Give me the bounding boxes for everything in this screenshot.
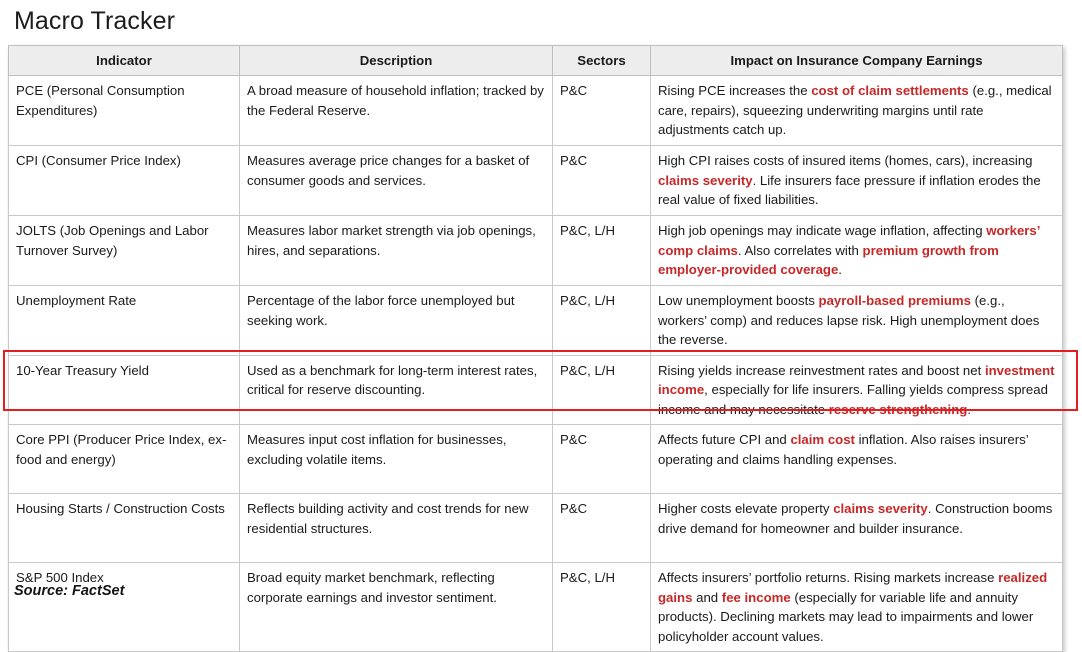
cell-description: Used as a benchmark for long-term interest rates, critical for reserve discounting. xyxy=(240,355,553,425)
impact-text: inflation. Also raises insurers’ operating and claims handling expenses. xyxy=(658,432,1029,467)
impact-text: Low unemployment boosts xyxy=(658,293,819,308)
column-header-description: Description xyxy=(240,46,553,76)
macro-tracker-table-container xyxy=(8,45,1062,652)
impact-text: . xyxy=(838,262,842,277)
impact-text: High job openings may indicate wage inflation, affecting xyxy=(658,223,987,238)
table-header xyxy=(9,46,1063,76)
cell-indicator: 10-Year Treasury Yield xyxy=(9,355,240,425)
table-row xyxy=(9,286,1063,356)
impact-emphasis-text: realized gains xyxy=(658,570,1048,605)
impact-emphasis-text: fee income xyxy=(721,589,791,605)
impact-emphasis-text: cost of claim settlements xyxy=(811,83,969,98)
impact-text: . Construction booms drive demand for homeowner and builder insurance. xyxy=(658,501,1053,536)
cell-description: Reflects building activity and cost trends for new residential structures. xyxy=(240,494,553,563)
impact-emphasis-text: premium growth from employer-provided coverage xyxy=(658,242,999,277)
impact-text: Affects insurers’ portfolio returns. Rising markets increase xyxy=(658,570,999,585)
cell-indicator: CPI (Consumer Price Index) xyxy=(9,146,240,216)
table-row xyxy=(9,563,1063,652)
cell-impact xyxy=(651,425,1063,494)
cell-impact xyxy=(651,355,1063,425)
cell-impact xyxy=(651,216,1063,286)
cell-sectors: P&C, L/H xyxy=(553,355,651,425)
impact-emphasis-text: workers’ comp claims xyxy=(658,223,1040,258)
cell-description: Measures input cost inflation for businesses, excluding volatile items. xyxy=(240,425,553,494)
impact-text: . xyxy=(967,401,971,417)
impact-text: and xyxy=(692,589,722,605)
table-row xyxy=(9,425,1063,494)
column-header-indicator: Indicator xyxy=(9,46,240,76)
impact-emphasis-text: reserve strengthening xyxy=(828,401,968,417)
cell-description: A broad measure of household inflation; tracked by the Federal Reserve. xyxy=(240,76,553,146)
table-row xyxy=(9,76,1063,146)
impact-text: (especially for variable life and annuity products). Declining markets may lead to impairments and lower policyholder account values. xyxy=(658,589,1034,644)
cell-sectors: P&C, L/H xyxy=(553,286,651,356)
cell-sectors: P&C, L/H xyxy=(553,216,651,286)
impact-text: Affects future CPI and xyxy=(658,432,791,447)
table-row xyxy=(9,146,1063,216)
impact-emphasis-text: claims severity xyxy=(833,501,928,516)
impact-text: , especially for life insurers. Falling yields compress spread income and may necessitate xyxy=(658,382,1048,417)
table-row xyxy=(9,355,1063,425)
impact-text: (e.g., workers’ comp) and reduces lapse risk. High unemployment does the reverse. xyxy=(658,293,1040,347)
cell-sectors: P&C xyxy=(553,425,651,494)
impact-text: (e.g., medical care, repairs), squeezing underwriting margins until rate adjustments catch up. xyxy=(658,83,1052,137)
cell-impact xyxy=(651,563,1063,652)
cell-indicator: PCE (Personal Consumption Expenditures) xyxy=(9,76,240,146)
table-header-row xyxy=(9,46,1063,76)
impact-text: High CPI raises costs of insured items (homes, cars), increasing xyxy=(658,153,1033,168)
cell-impact xyxy=(651,494,1063,563)
cell-description: Measures labor market strength via job openings, hires, and separations. xyxy=(240,216,553,286)
table-row xyxy=(9,494,1063,563)
cell-indicator: Core PPI (Producer Price Index, ex-food and energy) xyxy=(9,425,240,494)
cell-impact xyxy=(651,76,1063,146)
impact-text: Rising PCE increases the xyxy=(658,83,812,98)
column-header-sectors: Sectors xyxy=(553,46,651,76)
column-header-impact: Impact on Insurance Company Earnings xyxy=(651,46,1063,76)
cell-indicator: JOLTS (Job Openings and Labor Turnover Survey) xyxy=(9,216,240,286)
cell-impact xyxy=(651,146,1063,216)
cell-description: Broad equity market benchmark, reflecting corporate earnings and investor sentiment. xyxy=(240,563,553,652)
impact-emphasis-text: payroll-based premiums xyxy=(818,293,971,308)
table-row xyxy=(9,216,1063,286)
impact-text: Higher costs elevate property xyxy=(658,501,834,516)
impact-text: Rising yields increase reinvestment rates and boost net xyxy=(658,362,985,378)
cell-indicator: Unemployment Rate xyxy=(9,286,240,356)
table-body xyxy=(9,76,1063,652)
cell-description: Measures average price changes for a basket of consumer goods and services. xyxy=(240,146,553,216)
cell-sectors: P&C xyxy=(553,146,651,216)
cell-sectors: P&C, L/H xyxy=(553,563,651,652)
impact-text: . Life insurers face pressure if inflation erodes the real value of fixed liabilities. xyxy=(658,172,1041,207)
page-title: Macro Tracker xyxy=(14,7,176,35)
impact-emphasis-text: claims severity xyxy=(658,172,753,188)
impact-text: . Also correlates with xyxy=(737,242,863,258)
macro-tracker-table xyxy=(8,45,1063,652)
cell-indicator: S&P 500 Index xyxy=(9,563,240,652)
impact-emphasis-text: claim cost xyxy=(790,432,855,447)
cell-indicator: Housing Starts / Construction Costs xyxy=(9,494,240,563)
source-note: Source: FactSet xyxy=(14,583,125,599)
cell-sectors: P&C xyxy=(553,76,651,146)
cell-description: Percentage of the labor force unemployed but seeking work. xyxy=(240,286,553,356)
cell-impact xyxy=(651,286,1063,356)
impact-emphasis-text: investment income xyxy=(658,362,1055,397)
cell-sectors: P&C xyxy=(553,494,651,563)
